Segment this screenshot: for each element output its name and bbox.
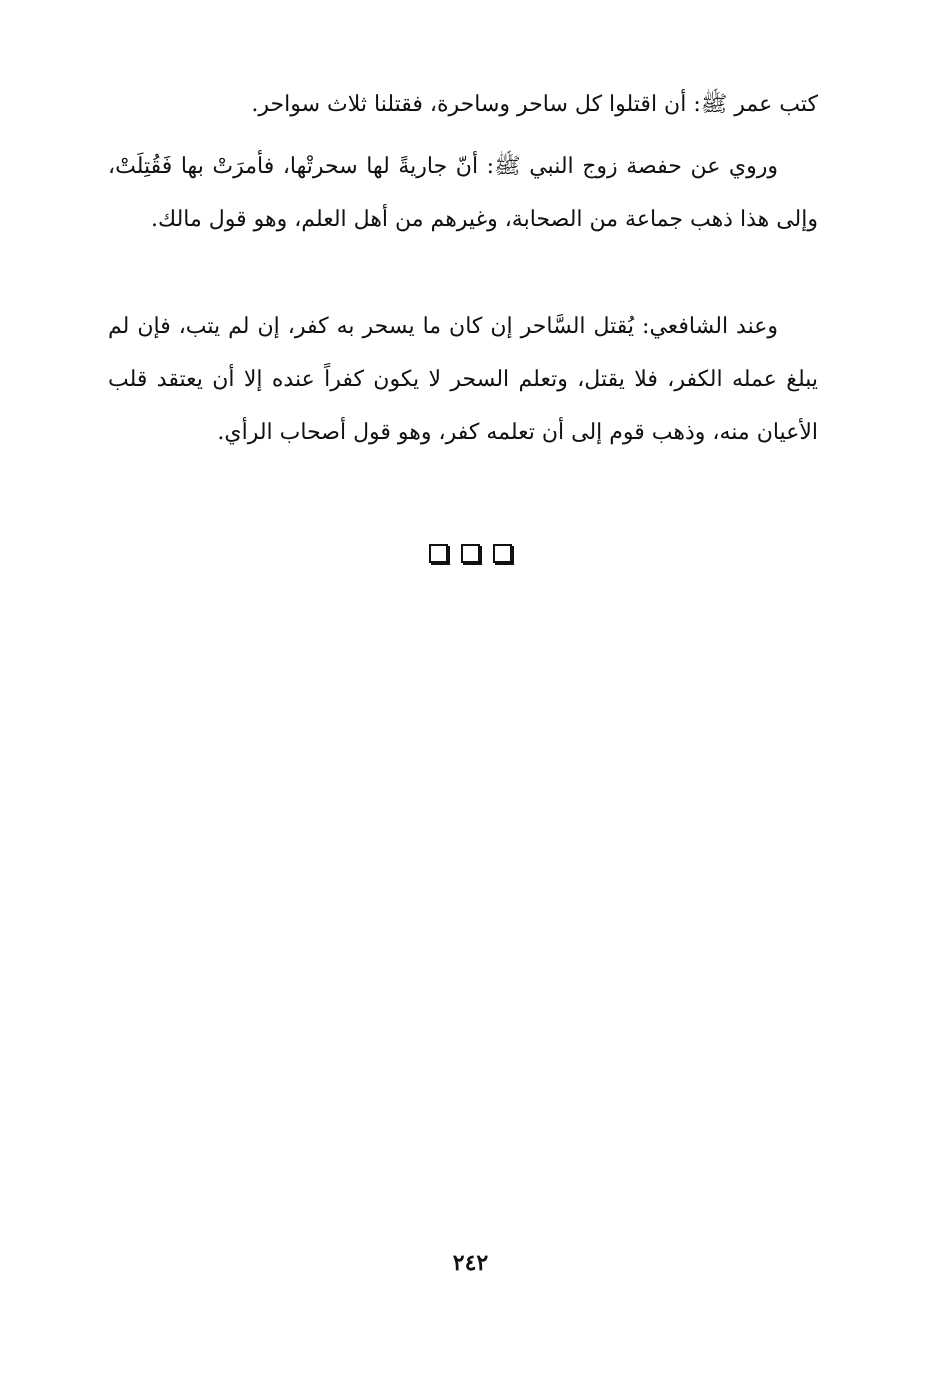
square-ornament-icon <box>461 544 480 563</box>
paragraph-text: وعند الشافعي: يُقتل السَّاحر إن كان ما يسحر به كفر، إن لم يتب، فإن لم يبلغ عمله الكفر، فلا يقتل، وتعلم السحر لا يكون كفراً عنده إلا أن يعتقد قلب الأعيان منه، وذهب قوم إلى أن تعلمه كفر، وهو قول أصحاب الرأي. <box>108 314 818 445</box>
paragraph-1 <box>108 78 818 131</box>
paragraph-text: كتب عمر ﷺ: أن اقتلوا كل ساحر وساحرة، فقتلنا ثلاث سواحر. <box>251 92 818 117</box>
section-separator-icon <box>0 544 941 567</box>
paragraph-text: وروي عن حفصة زوج النبي ﷺ: أنّ جاريةً لها سحرتْها، فأمرَتْ بها فَقُتِلَتْ، وإلى هذا ذهب جماعة من الصحابة، وغيرهم من أهل العلم، وهو قول مالك. <box>108 154 818 232</box>
square-ornament-icon <box>429 544 448 563</box>
square-ornament-icon <box>493 544 512 563</box>
paragraph-2 <box>108 140 818 246</box>
paragraph-3 <box>108 300 818 459</box>
page-number: ٢٤٢ <box>452 1250 489 1276</box>
